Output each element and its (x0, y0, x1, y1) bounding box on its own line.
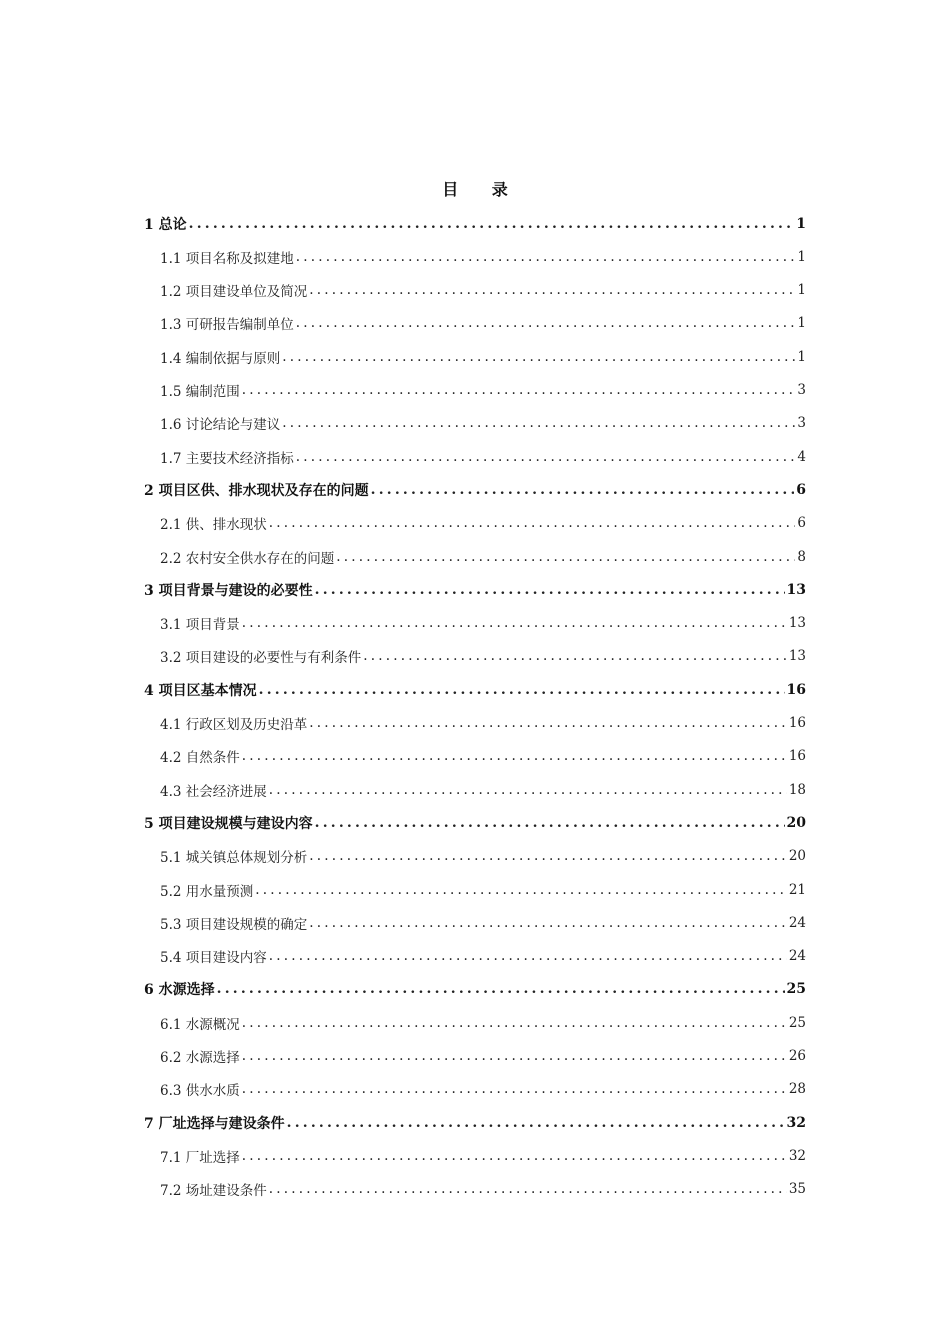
toc-entry-label: 1.3 可研报告编制单位 (160, 317, 294, 334)
toc-section-entry[interactable] (160, 707, 806, 740)
toc-entry-label: 6.3 供水水质 (160, 1083, 240, 1100)
toc-entry-label: 1.6 讨论结论与建议 (160, 417, 281, 434)
toc-page-number: 1 (796, 215, 806, 232)
toc-dot-leader (217, 981, 785, 997)
toc-dot-leader (269, 1181, 787, 1197)
toc-page-number: 35 (788, 1181, 806, 1198)
toc-page-number: 32 (788, 1147, 806, 1164)
toc-page-number: 16 (788, 715, 806, 731)
toc-page-number: 6 (796, 481, 806, 498)
toc-page-number: 13 (786, 581, 806, 598)
toc-entry-label: 4 项目区基本情况 (144, 682, 257, 699)
toc-page-number: 1 (797, 248, 806, 265)
toc-dot-leader (269, 782, 787, 798)
toc-section-entry[interactable] (160, 1139, 806, 1172)
toc-dot-leader (296, 249, 796, 265)
toc-entry-label: 2 项目区供、排水现状及存在的问题 (144, 482, 369, 499)
toc-page-number: 3 (797, 415, 806, 432)
toc-dot-leader (309, 915, 787, 931)
toc-section-entry[interactable] (160, 840, 806, 873)
toc-chapter-entry[interactable] (144, 473, 806, 506)
toc-page-number: 28 (788, 1081, 806, 1098)
toc-page-number: 6 (797, 515, 806, 532)
toc-entry-label: 3.2 项目建设的必要性与有利条件 (160, 650, 362, 667)
toc-section-entry[interactable] (160, 407, 806, 440)
toc-page-number: 16 (786, 681, 806, 698)
toc-entry-label: 6 水源选择 (144, 982, 215, 999)
toc-entry-label: 4.3 社会经济进展 (160, 783, 267, 800)
toc-chapter-entry[interactable] (144, 973, 806, 1006)
toc-entry-label: 5.4 项目建设内容 (160, 950, 267, 967)
toc-page-number: 13 (788, 615, 806, 632)
toc-section-entry[interactable] (160, 440, 806, 473)
toc-chapter-entry[interactable] (144, 573, 806, 606)
toc-section-entry[interactable] (160, 1173, 806, 1206)
toc-dot-leader (242, 615, 787, 631)
toc-page-number: 8 (797, 548, 806, 565)
toc-page-number: 1 (797, 282, 806, 299)
toc-dot-leader (242, 1148, 787, 1164)
toc-entry-label: 6.2 水源选择 (160, 1050, 240, 1066)
toc-dot-leader (315, 582, 785, 598)
toc-section-entry[interactable] (160, 1040, 806, 1073)
toc-dot-leader (282, 349, 795, 365)
toc-page-number: 24 (788, 948, 806, 965)
toc-page-number: 25 (788, 1014, 806, 1031)
toc-dot-leader (309, 282, 795, 298)
toc-entry-label: 1.1 项目名称及拟建地 (160, 250, 294, 267)
toc-section-entry[interactable] (160, 274, 806, 307)
toc-page-number: 25 (786, 981, 806, 998)
toc-entry-label: 1.4 编制依据与原则 (160, 350, 281, 367)
toc-section-entry[interactable] (160, 1073, 806, 1106)
toc-entry-label: 1.7 主要技术经济指标 (160, 450, 294, 467)
toc-entry-label: 7.1 厂址选择 (160, 1149, 240, 1166)
toc-entry-label: 5.2 用水量预测 (160, 883, 254, 900)
toc-section-entry[interactable] (160, 540, 806, 573)
toc-chapter-entry[interactable] (144, 1106, 806, 1139)
toc-entry-label: 2.2 农村安全供水存在的问题 (160, 550, 335, 567)
toc-section-entry[interactable] (160, 507, 806, 540)
toc-page-number: 24 (788, 914, 806, 931)
toc-dot-leader (296, 449, 796, 465)
toc-section-entry[interactable] (160, 374, 806, 407)
toc-section-entry[interactable] (160, 773, 806, 806)
toc-dot-leader (287, 1115, 785, 1131)
toc-page-number: 1 (797, 315, 806, 332)
toc-entry-label: 5 项目建设规模与建设内容 (144, 815, 313, 832)
toc-section-entry[interactable] (160, 607, 806, 640)
toc-entry-label: 6.1 水源概况 (160, 1016, 240, 1033)
toc-dot-leader (371, 482, 795, 498)
toc-entry-label: 7 厂址选择与建设条件 (144, 1115, 285, 1132)
toc-page-number: 3 (797, 382, 806, 398)
toc-dot-leader (255, 882, 787, 898)
toc-dot-leader (296, 315, 796, 331)
toc-section-entry[interactable] (160, 240, 806, 273)
toc-entry-label: 1 总论 (144, 216, 187, 233)
toc-section-entry[interactable] (160, 873, 806, 906)
toc-dot-leader (363, 648, 787, 664)
toc-dot-leader (269, 948, 787, 964)
toc-page-number: 13 (788, 648, 806, 665)
toc-section-entry[interactable] (160, 1006, 806, 1039)
toc-page-number: 26 (788, 1048, 806, 1064)
toc-dot-leader (309, 715, 787, 731)
toc-dot-leader (315, 815, 785, 831)
toc-page-number: 32 (786, 1114, 806, 1131)
toc-dot-leader (242, 748, 787, 764)
toc-entry-label: 4.2 自然条件 (160, 750, 240, 767)
toc-dot-leader (309, 848, 787, 864)
toc-page-number: 20 (786, 814, 806, 831)
toc-page-number: 4 (797, 448, 806, 465)
toc-dot-leader (242, 1015, 787, 1031)
toc-entry-label: 1.5 编制范围 (160, 384, 240, 400)
toc-entry-label: 5.3 项目建设规模的确定 (160, 916, 308, 933)
toc-entry-label: 1.2 项目建设单位及简况 (160, 284, 308, 301)
toc-section-entry[interactable] (160, 640, 806, 673)
toc-entry-label: 4.1 行政区划及历史沿革 (160, 717, 308, 733)
toc-section-entry[interactable] (160, 940, 806, 973)
toc-page-number: 1 (797, 348, 806, 365)
toc-dot-leader (242, 1048, 787, 1064)
toc-dot-leader (242, 382, 796, 398)
toc-entry-label: 3 项目背景与建设的必要性 (144, 582, 313, 599)
toc-dot-leader (282, 415, 795, 431)
page-title: 目 录 (442, 180, 522, 199)
toc-entry-label: 3.1 项目背景 (160, 617, 240, 634)
toc-page-number: 21 (788, 881, 806, 898)
toc-entry-label: 5.1 城关镇总体规划分析 (160, 850, 308, 867)
toc-section-entry[interactable] (160, 307, 806, 340)
toc-section-entry[interactable] (160, 740, 806, 773)
toc-dot-leader (259, 682, 785, 698)
toc-section-entry[interactable] (160, 340, 806, 373)
toc-chapter-entry[interactable] (144, 207, 806, 240)
toc-dot-leader (336, 549, 795, 565)
toc-section-entry[interactable] (160, 906, 806, 939)
toc-dot-leader (242, 1081, 787, 1097)
toc-chapter-entry[interactable] (144, 806, 806, 839)
toc-entry-label: 7.2 场址建设条件 (160, 1183, 267, 1200)
toc-dot-leader (269, 515, 796, 531)
toc-page-number: 18 (788, 781, 806, 798)
toc-page-number: 16 (788, 748, 806, 765)
toc-page-number: 20 (788, 848, 806, 865)
toc-dot-leader (189, 216, 795, 232)
toc-chapter-entry[interactable] (144, 673, 806, 706)
toc-entry-label: 2.1 供、排水现状 (160, 517, 267, 534)
